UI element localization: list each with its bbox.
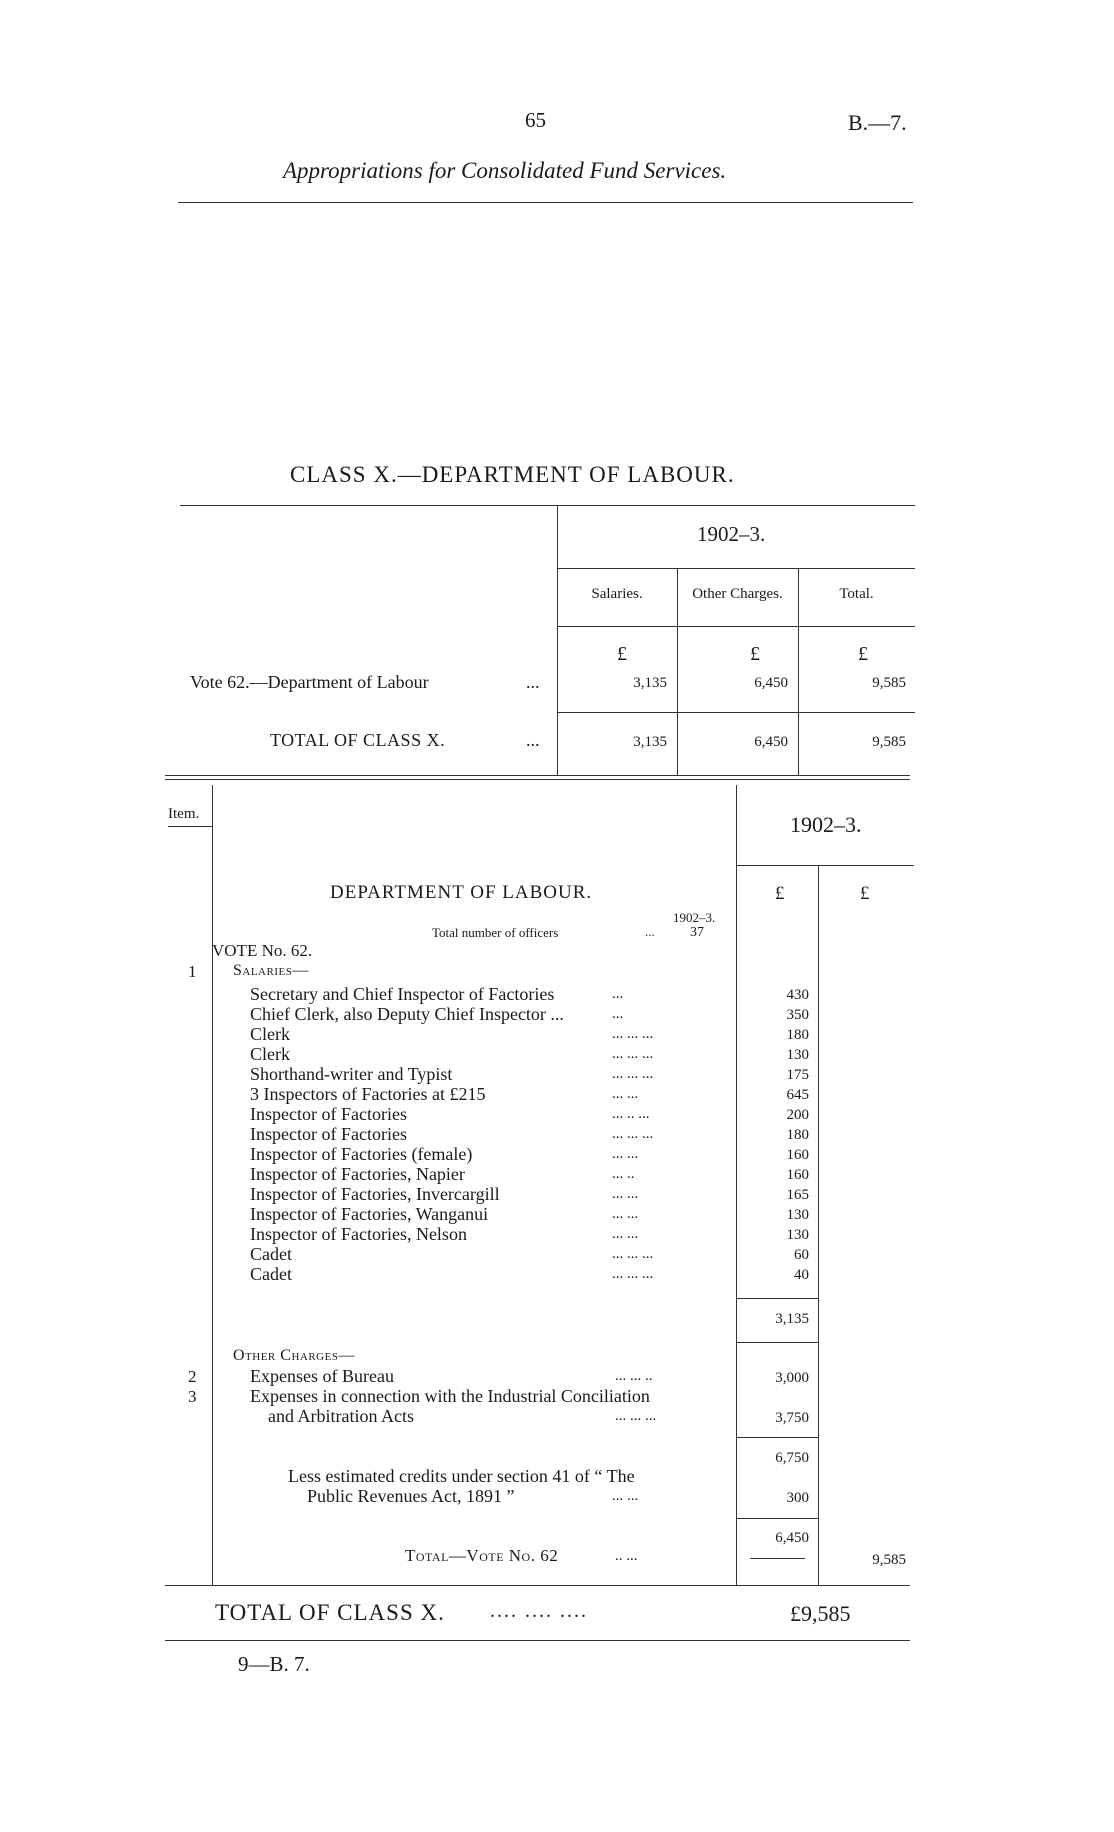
total-vote-amount: 9,585	[872, 1552, 906, 1568]
less-credits-label-line2: Public Revenues Act, 1891 ”	[307, 1486, 515, 1506]
salary-row-label: Inspector of Factories, Napier	[250, 1164, 465, 1184]
salary-row-amount: 200	[786, 1107, 809, 1123]
salary-row-dots: ... ... ...	[612, 1266, 654, 1282]
salary-row-amount: 350	[786, 1007, 809, 1023]
header-rule	[178, 202, 913, 203]
salary-row-dots: ...	[612, 1006, 624, 1022]
summary-bottom-rule-1	[165, 775, 910, 776]
salary-row-dots: ... ...	[612, 1226, 639, 1242]
net-other-rule	[736, 1518, 818, 1519]
summary-col-salaries: Salaries.	[591, 586, 643, 602]
salary-row-amount: 130	[786, 1207, 809, 1223]
summary-total-salaries: 3,135	[633, 734, 667, 750]
summary-total-total: 9,585	[872, 734, 906, 750]
summary-total-other-charges: 6,450	[754, 734, 788, 750]
item-header-rule	[168, 826, 212, 827]
salary-row-label: Cadet	[250, 1264, 292, 1284]
document-reference: B.—7.	[848, 110, 907, 135]
vote-62-salaries: 3,135	[633, 675, 667, 691]
page-number: 65	[525, 108, 546, 132]
salary-row-amount: 645	[786, 1087, 809, 1103]
salaries-subtotal-rule-bottom	[736, 1342, 818, 1343]
salaries-subtotal: 3,135	[775, 1311, 809, 1327]
summary-colhead-rule	[557, 626, 915, 627]
salary-row-amount: 180	[786, 1027, 809, 1043]
total-vote-label: Total—Vote No. 62	[405, 1546, 559, 1565]
expenses-bureau-dots: ... ... ..	[615, 1368, 653, 1384]
detail-year-rule	[736, 865, 914, 866]
class-total-dots: .... .... ....	[490, 1600, 588, 1622]
other-charges-heading: Other Charges—	[233, 1347, 355, 1364]
less-credits-amount: 300	[786, 1490, 809, 1506]
other-charges-subtotal: 6,750	[775, 1450, 809, 1466]
salary-row-label: Shorthand-writer and Typist	[250, 1064, 453, 1084]
salary-row-amount: 430	[786, 987, 809, 1003]
expenses-conciliation-label-line2: and Arbitration Acts	[268, 1406, 414, 1426]
net-other-underline	[750, 1558, 805, 1559]
salary-row-label: Clerk	[250, 1044, 290, 1064]
salary-row-label: Cadet	[250, 1244, 292, 1264]
salary-row-dots: ... ... ...	[612, 1126, 654, 1142]
detail-currency-total: £	[860, 883, 870, 904]
class-total-label: TOTAL OF CLASS X.	[215, 1600, 445, 1625]
summary-currency-salaries: £	[617, 643, 627, 665]
expenses-bureau-label: Expenses of Bureau	[250, 1366, 394, 1386]
salary-row-dots: ... ... ...	[612, 1246, 654, 1262]
salary-row-dots: ... ... ...	[612, 1046, 654, 1062]
salaries-item-number: 1	[188, 962, 197, 981]
salary-row-label: Inspector of Factories	[250, 1104, 407, 1124]
vote-62-total: 9,585	[872, 675, 906, 691]
salary-row-label: Chief Clerk, also Deputy Chief Inspector ...	[250, 1004, 564, 1024]
salary-row-amount: 160	[786, 1147, 809, 1163]
summary-col-other-charges: Other Charges.	[692, 586, 783, 602]
footer-rule	[165, 1640, 910, 1641]
detail-bottom-rule	[165, 1585, 910, 1586]
salary-row-amount: 60	[794, 1247, 809, 1263]
less-credits-dots: ... ...	[612, 1488, 639, 1504]
summary-currency-total: £	[858, 643, 868, 665]
total-vote-dots: .. ...	[615, 1548, 638, 1564]
expenses-conciliation-dots: ... ... ...	[615, 1408, 657, 1424]
salary-row-dots: ...	[612, 986, 624, 1002]
salary-row-amount: 175	[786, 1067, 809, 1083]
summary-total-dots: ...	[526, 730, 540, 750]
salary-row-label: Secretary and Chief Inspector of Factories	[250, 984, 555, 1004]
less-credits-label-line1: Less estimated credits under section 41 of “ The	[288, 1466, 635, 1486]
detail-total-divider	[818, 865, 819, 1585]
detail-currency-amount: £	[775, 883, 785, 904]
page-subtitle: Appropriations for Consolidated Fund Services.	[283, 158, 727, 183]
salary-row-amount: 130	[786, 1047, 809, 1063]
salary-row-dots: ... ... ...	[612, 1026, 654, 1042]
salary-row-label: Inspector of Factories (female)	[250, 1144, 473, 1164]
officers-year: 1902–3.	[673, 910, 716, 925]
vote-62-dots: ...	[526, 672, 540, 692]
detail-item-divider	[212, 785, 213, 1585]
summary-total-rule	[557, 712, 915, 713]
vote-62-other-charges: 6,450	[754, 675, 788, 691]
salary-row-label: 3 Inspectors of Factories at £215	[250, 1084, 486, 1104]
signature-mark: 9—B. 7.	[238, 1652, 310, 1676]
salaries-heading: Salaries—	[233, 962, 309, 979]
class-total-amount: £9,585	[790, 1601, 851, 1626]
salary-row-label: Clerk	[250, 1024, 290, 1044]
net-other-charges: 6,450	[775, 1530, 809, 1546]
item-column-header: Item.	[168, 806, 200, 822]
summary-bottom-rule-2	[165, 779, 910, 780]
salary-row-dots: ... ...	[612, 1086, 639, 1102]
expenses-conciliation-amount: 3,750	[775, 1410, 809, 1426]
salary-row-dots: ... ...	[612, 1206, 639, 1222]
salary-row-amount: 165	[786, 1187, 809, 1203]
salaries-subtotal-rule-top	[736, 1298, 818, 1299]
vote-62-label: Vote 62.—Department of Labour	[190, 672, 429, 692]
salary-row-amount: 130	[786, 1227, 809, 1243]
expenses-bureau-amount: 3,000	[775, 1370, 809, 1386]
summary-year-rule	[557, 568, 915, 569]
salary-row-amount: 40	[794, 1267, 809, 1283]
summary-total-label: TOTAL OF CLASS X.	[270, 730, 446, 750]
vote-number: VOTE No. 62.	[212, 941, 313, 960]
summary-top-rule	[180, 505, 915, 506]
salary-row-dots: ... ...	[612, 1146, 639, 1162]
salary-row-dots: ... ...	[612, 1186, 639, 1202]
officers-dots: ...	[645, 924, 655, 939]
summary-year: 1902–3.	[697, 522, 766, 546]
class-title: CLASS X.—DEPARTMENT OF LABOUR.	[290, 462, 735, 487]
salary-row-dots: ... ... ...	[612, 1066, 654, 1082]
salary-row-label: Inspector of Factories, Wanganui	[250, 1204, 489, 1224]
salary-row-dots: ... .. ...	[612, 1106, 650, 1122]
other-item-3: 3	[188, 1387, 197, 1406]
department-title: DEPARTMENT OF LABOUR.	[330, 882, 593, 903]
salary-row-label: Inspector of Factories, Nelson	[250, 1224, 467, 1244]
salary-row-amount: 180	[786, 1127, 809, 1143]
other-subtotal-rule	[736, 1437, 818, 1438]
detail-year: 1902–3.	[790, 812, 862, 837]
summary-col-total: Total.	[839, 586, 874, 602]
salary-row-label: Inspector of Factories	[250, 1124, 407, 1144]
salary-row-dots: ... ..	[612, 1166, 635, 1182]
salary-row-label: Inspector of Factories, Invercargill	[250, 1184, 500, 1204]
salary-row-amount: 160	[786, 1167, 809, 1183]
other-item-2: 2	[188, 1367, 197, 1386]
officers-label: Total number of officers	[432, 925, 559, 940]
summary-currency-other: £	[750, 643, 760, 665]
expenses-conciliation-label-line1: Expenses in connection with the Industrial Conciliation	[250, 1386, 650, 1406]
officers-count: 37	[690, 925, 704, 940]
